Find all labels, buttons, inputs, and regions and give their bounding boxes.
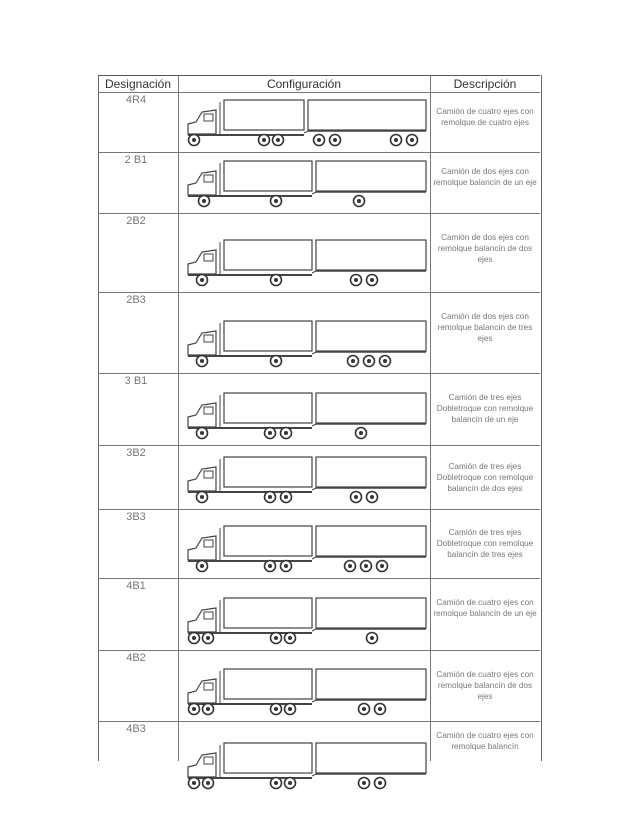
truck-box <box>224 100 304 130</box>
row-divider <box>98 445 540 446</box>
trailer-box <box>316 598 426 628</box>
trailer-wheel-hub <box>380 564 384 568</box>
trailer-wheel-hub <box>370 495 374 499</box>
configuration-description: Camión de tres ejes Dobletroque con remolque balancín de tres ejes <box>436 528 534 559</box>
row-divider <box>98 721 540 722</box>
trailer-wheel-hub <box>370 278 374 282</box>
trailer-wheel-hub <box>317 138 321 142</box>
truck-wheel-hub <box>274 707 278 711</box>
truck-wheel-hub <box>200 431 204 435</box>
truck-wheel-hub <box>200 359 204 363</box>
truck-wheel-hub <box>200 278 204 282</box>
configuration-description: Camión de dos ejes con remolque balancín de tres ejes <box>437 311 533 343</box>
truck-wheel-hub <box>192 707 196 711</box>
trailer-wheel-hub <box>394 138 398 142</box>
designation-code: 3 B1 <box>124 375 148 387</box>
truck-wheel-hub <box>288 636 292 640</box>
truck-wheel-hub <box>274 359 278 363</box>
trailer-box <box>316 161 426 191</box>
row-divider <box>98 213 540 214</box>
drawbar <box>312 774 316 776</box>
configuration-description: Camión de cuatro ejes con remolque balancín de un eje <box>433 597 537 618</box>
truck-box <box>224 526 312 556</box>
trailer-wheel-hub <box>410 138 414 142</box>
truck-wheel-hub <box>288 781 292 785</box>
row-divider <box>98 373 540 374</box>
truck-wheel-hub <box>192 781 196 785</box>
trailer-wheel-hub <box>364 564 368 568</box>
vehicle-configuration-diagram <box>186 667 431 717</box>
trailer-wheel-hub <box>351 359 355 363</box>
truck-wheel-hub <box>274 636 278 640</box>
truck-box <box>224 240 312 270</box>
truck-box <box>224 321 312 351</box>
drawbar <box>312 700 316 702</box>
drawbar <box>312 629 316 631</box>
column-divider <box>178 75 179 761</box>
truck-box <box>224 393 312 423</box>
truck-wheel-hub <box>274 199 278 203</box>
truck-box <box>224 669 312 699</box>
truck-box <box>224 457 312 487</box>
drawbar <box>312 352 316 354</box>
trailer-wheel-hub <box>370 636 374 640</box>
row-divider <box>98 92 540 93</box>
drawbar <box>312 424 316 426</box>
vehicle-configuration-diagram <box>186 319 431 369</box>
truck-wheel-hub <box>284 431 288 435</box>
drawbar <box>312 192 316 194</box>
trailer-wheel-hub <box>383 359 387 363</box>
designation-code: 2B3 <box>126 294 146 306</box>
row-divider <box>98 509 540 510</box>
designation-code: 3B3 <box>126 511 146 523</box>
trailer-box <box>316 393 426 423</box>
trailer-box <box>308 100 426 130</box>
truck-wheel-hub <box>192 636 196 640</box>
configuration-description: Camión de dos ejes con remolque balancín de dos ejes <box>437 232 533 264</box>
designation-code: 4R4 <box>125 94 147 106</box>
truck-wheel-hub <box>268 431 272 435</box>
trailer-wheel-hub <box>359 431 363 435</box>
truck-wheel-hub <box>284 564 288 568</box>
vehicle-configuration-diagram <box>186 524 431 574</box>
vehicle-configuration-diagram <box>186 98 431 148</box>
vehicle-configuration-diagram <box>186 455 431 505</box>
row-divider <box>98 650 540 651</box>
drawbar <box>312 271 316 273</box>
trailer-wheel-hub <box>362 707 366 711</box>
vehicle-configuration-diagram <box>186 238 431 288</box>
trailer-wheel-hub <box>378 707 382 711</box>
truck-box <box>224 161 312 191</box>
vehicle-configuration-diagram <box>186 596 431 646</box>
drawbar <box>304 131 308 133</box>
trailer-box <box>316 743 426 773</box>
truck-wheel-hub <box>284 495 288 499</box>
designation-code: 4B3 <box>126 723 146 735</box>
drawbar <box>312 488 316 490</box>
row-divider <box>98 578 540 579</box>
truck-wheel-hub <box>206 707 210 711</box>
vehicle-configuration-diagram <box>186 741 431 791</box>
trailer-wheel-hub <box>362 781 366 785</box>
configuration-description: Camión de dos ejes con remolque balancín de un eje <box>433 167 537 187</box>
designation-code: 4B1 <box>126 580 146 592</box>
configuration-description: Camión de cuatro ejes con remolque balancín de dos ejes <box>436 669 534 701</box>
trailer-box <box>316 321 426 351</box>
trailer-wheel-hub <box>367 359 371 363</box>
header-configuracion: Configuración <box>178 75 430 93</box>
truck-wheel-hub <box>274 278 278 282</box>
truck-box <box>224 743 312 773</box>
configuration-description: Camión de tres ejes Dobletroque con remolque balancín de dos ejes <box>436 461 534 493</box>
configuration-description: Camión de tres ejes Dobletroque con remolque balancín de un eje <box>436 392 534 424</box>
truck-wheel-hub <box>206 636 210 640</box>
designation-code: 4B2 <box>126 652 146 664</box>
drawbar <box>312 557 316 559</box>
trailer-box <box>316 457 426 487</box>
truck-wheel-hub <box>200 495 204 499</box>
designation-code: 2B2 <box>126 215 146 227</box>
truck-wheel-hub <box>268 495 272 499</box>
truck-wheel-hub <box>202 199 206 203</box>
row-divider <box>98 152 540 153</box>
trailer-wheel-hub <box>354 278 358 282</box>
trailer-box <box>316 526 426 556</box>
trailer-wheel-hub <box>333 138 337 142</box>
trailer-wheel-hub <box>348 564 352 568</box>
designation-code: 3B2 <box>126 447 146 459</box>
header-descripcion: Descripción <box>430 75 540 93</box>
truck-wheel-hub <box>206 781 210 785</box>
truck-wheel-hub <box>192 138 196 142</box>
vehicle-configuration-diagram <box>186 159 431 209</box>
designation-code: 2 B1 <box>124 154 148 166</box>
truck-wheel-hub <box>268 564 272 568</box>
truck-wheel-hub <box>200 564 204 568</box>
configuration-description: Camión de cuatro ejes con remolque de cuatro ejes <box>436 106 534 127</box>
trailer-wheel-hub <box>357 199 361 203</box>
vehicle-configuration-diagram <box>186 391 431 441</box>
truck-wheel-hub <box>274 781 278 785</box>
row-divider <box>98 292 540 293</box>
header-designacion: Designación <box>98 75 178 93</box>
trailer-wheel-hub <box>378 781 382 785</box>
truck-box <box>224 598 312 628</box>
trailer-box <box>316 240 426 270</box>
truck-wheel-hub <box>288 707 292 711</box>
truck-wheel-hub <box>262 138 266 142</box>
trailer-box <box>316 669 426 699</box>
configuration-description: Camión de cuatro ejes con remolque balancín <box>436 731 534 751</box>
truck-wheel-hub <box>276 138 280 142</box>
trailer-wheel-hub <box>354 495 358 499</box>
